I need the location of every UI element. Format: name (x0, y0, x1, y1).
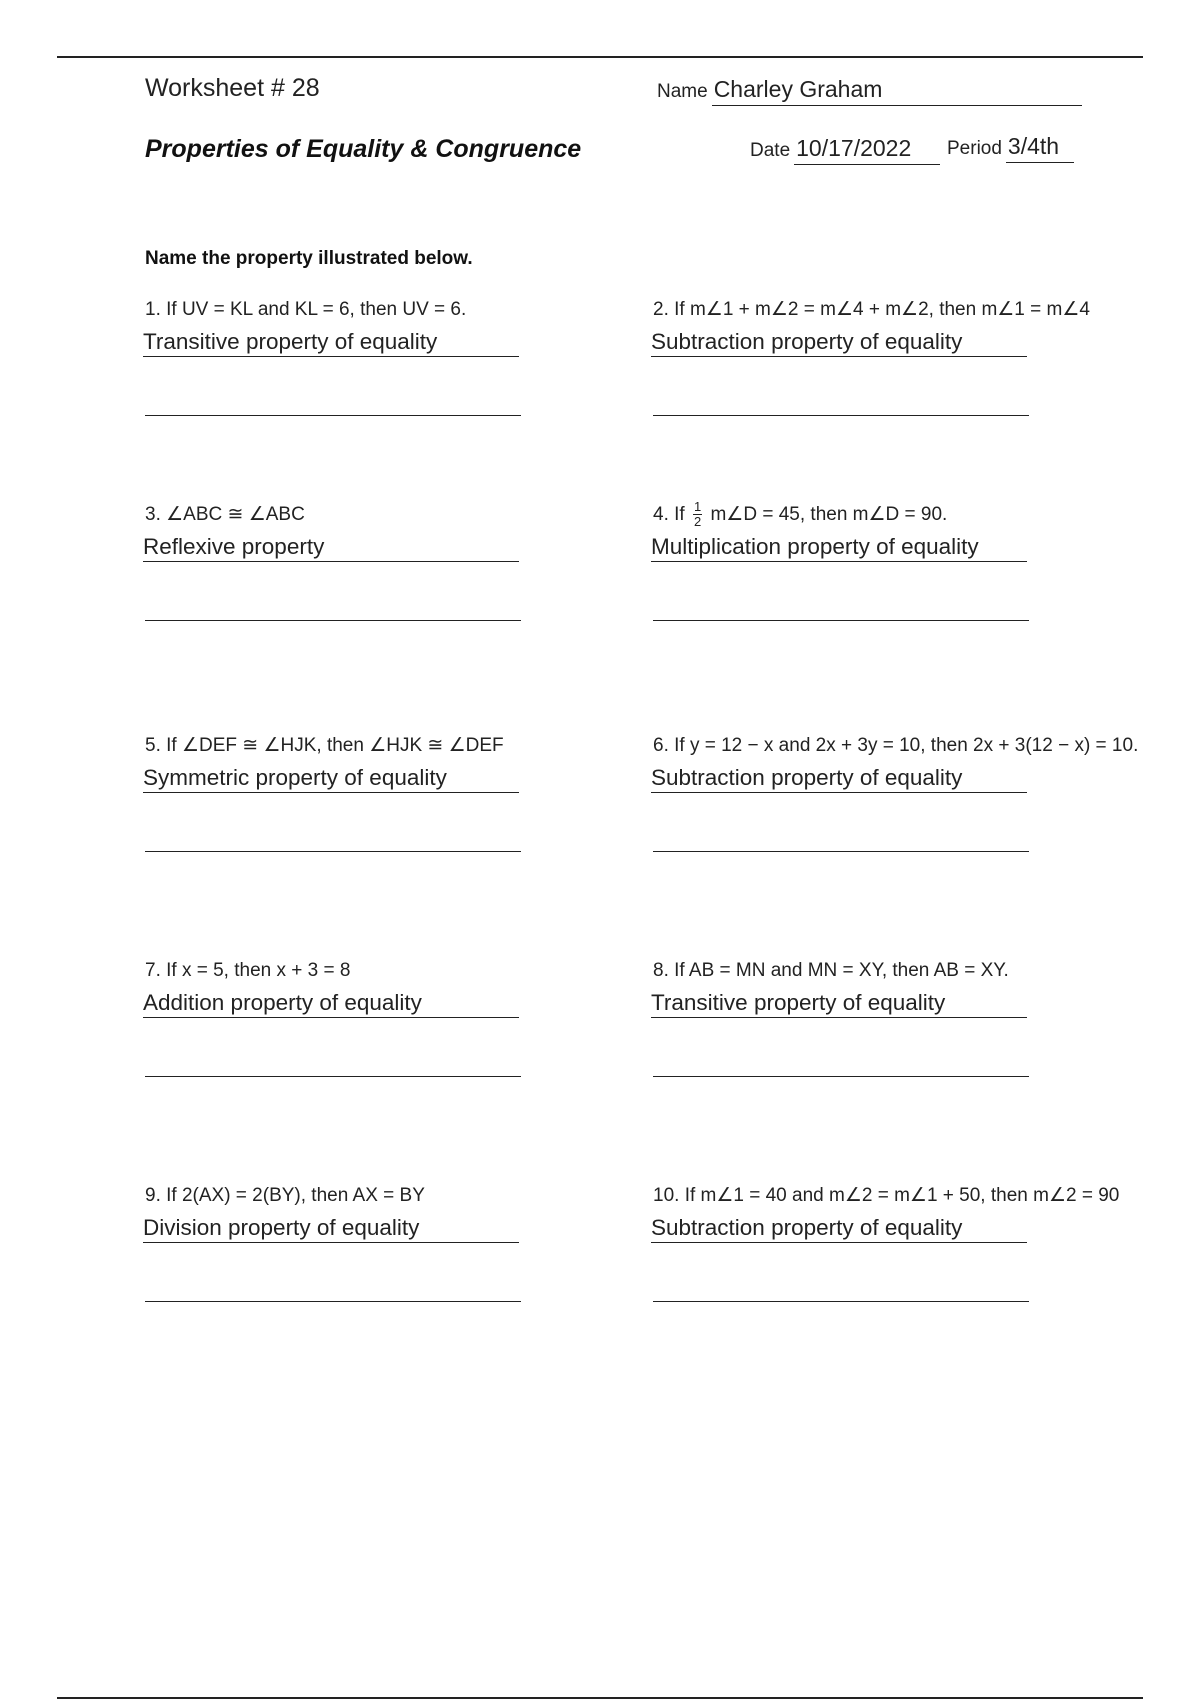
name-label: Name (657, 81, 708, 102)
problem-4 (653, 500, 1123, 621)
worksheet-title: Properties of Equality & Congruence (145, 135, 582, 163)
blank-answer-line[interactable] (653, 415, 1029, 416)
fraction-numerator: 1 (693, 499, 702, 515)
blank-answer-line[interactable] (653, 620, 1029, 621)
blank-answer-line[interactable] (145, 851, 521, 852)
answer-field[interactable]: Transitive property of equality (143, 329, 519, 357)
answer-field[interactable]: Subtraction property of equality (651, 765, 1027, 793)
blank-answer-line[interactable] (653, 1301, 1029, 1302)
date-label: Date (750, 140, 791, 161)
problem-3 (145, 500, 615, 621)
problem-statement: 2. If m∠1 + m∠2 = m∠4 + m∠2, then m∠1 = m∠4 (653, 299, 1090, 320)
problem-1 (145, 295, 615, 416)
problem-7 (145, 956, 615, 1077)
top-rule (57, 56, 1143, 58)
problem-9 (145, 1181, 615, 1302)
problem-statement: 6. If y = 12 − x and 2x + 3y = 10, then 2x + 3(12 − x) = 10. (653, 735, 1139, 756)
answer-field[interactable]: Reflexive property (143, 534, 519, 562)
bottom-rule (57, 1697, 1143, 1699)
answer-field[interactable]: Multiplication property of equality (651, 534, 1027, 562)
fraction-denominator: 2 (693, 514, 702, 530)
problem-8 (653, 956, 1123, 1077)
statement-prefix: 4. If (653, 504, 685, 525)
answer-field[interactable]: Subtraction property of equality (651, 1215, 1027, 1243)
problem-statement: 1. If UV = KL and KL = 6, then UV = 6. (145, 299, 467, 320)
blank-answer-line[interactable] (653, 1076, 1029, 1077)
problem-5 (145, 731, 615, 852)
blank-answer-line[interactable] (145, 620, 521, 621)
instruction: Name the property illustrated below. (145, 248, 473, 269)
name-value[interactable]: Charley Graham (712, 76, 1082, 106)
problem-statement: 5. If ∠DEF ≅ ∠HJK, then ∠HJK ≅ ∠DEF (145, 735, 504, 756)
blank-answer-line[interactable] (145, 1301, 521, 1302)
period-label: Period (947, 138, 1002, 159)
worksheet-number: Worksheet # 28 (145, 74, 320, 102)
problem-statement: 3. ∠ABC ≅ ∠ABC (145, 504, 305, 525)
problem-2 (653, 295, 1123, 416)
period-value[interactable]: 3/4th (1006, 133, 1074, 163)
blank-answer-line[interactable] (145, 415, 521, 416)
problem-statement: 10. If m∠1 = 40 and m∠2 = m∠1 + 50, then m∠2 = 90 (653, 1185, 1120, 1206)
problem-6 (651, 731, 1139, 852)
name-field (657, 76, 1082, 106)
answer-field[interactable]: Subtraction property of equality (651, 329, 1027, 357)
problem-statement: 8. If AB = MN and MN = XY, then AB = XY. (653, 960, 1009, 981)
answer-field[interactable]: Transitive property of equality (651, 990, 1027, 1018)
problem-statement: 7. If x = 5, then x + 3 = 8 (145, 960, 351, 981)
problem-statement (653, 500, 1123, 530)
date-field (750, 135, 940, 165)
date-value[interactable]: 10/17/2022 (794, 135, 940, 165)
answer-field[interactable]: Symmetric property of equality (143, 765, 519, 793)
blank-answer-line[interactable] (653, 851, 1029, 852)
blank-answer-line[interactable] (145, 1076, 521, 1077)
period-field (947, 133, 1074, 163)
fraction (693, 500, 702, 529)
problem-statement: 9. If 2(AX) = 2(BY), then AX = BY (145, 1185, 425, 1206)
problem-10 (653, 1181, 1123, 1302)
answer-field[interactable]: Division property of equality (143, 1215, 519, 1243)
statement-suffix: m∠D = 45, then m∠D = 90. (710, 504, 948, 525)
answer-field[interactable]: Addition property of equality (143, 990, 519, 1018)
